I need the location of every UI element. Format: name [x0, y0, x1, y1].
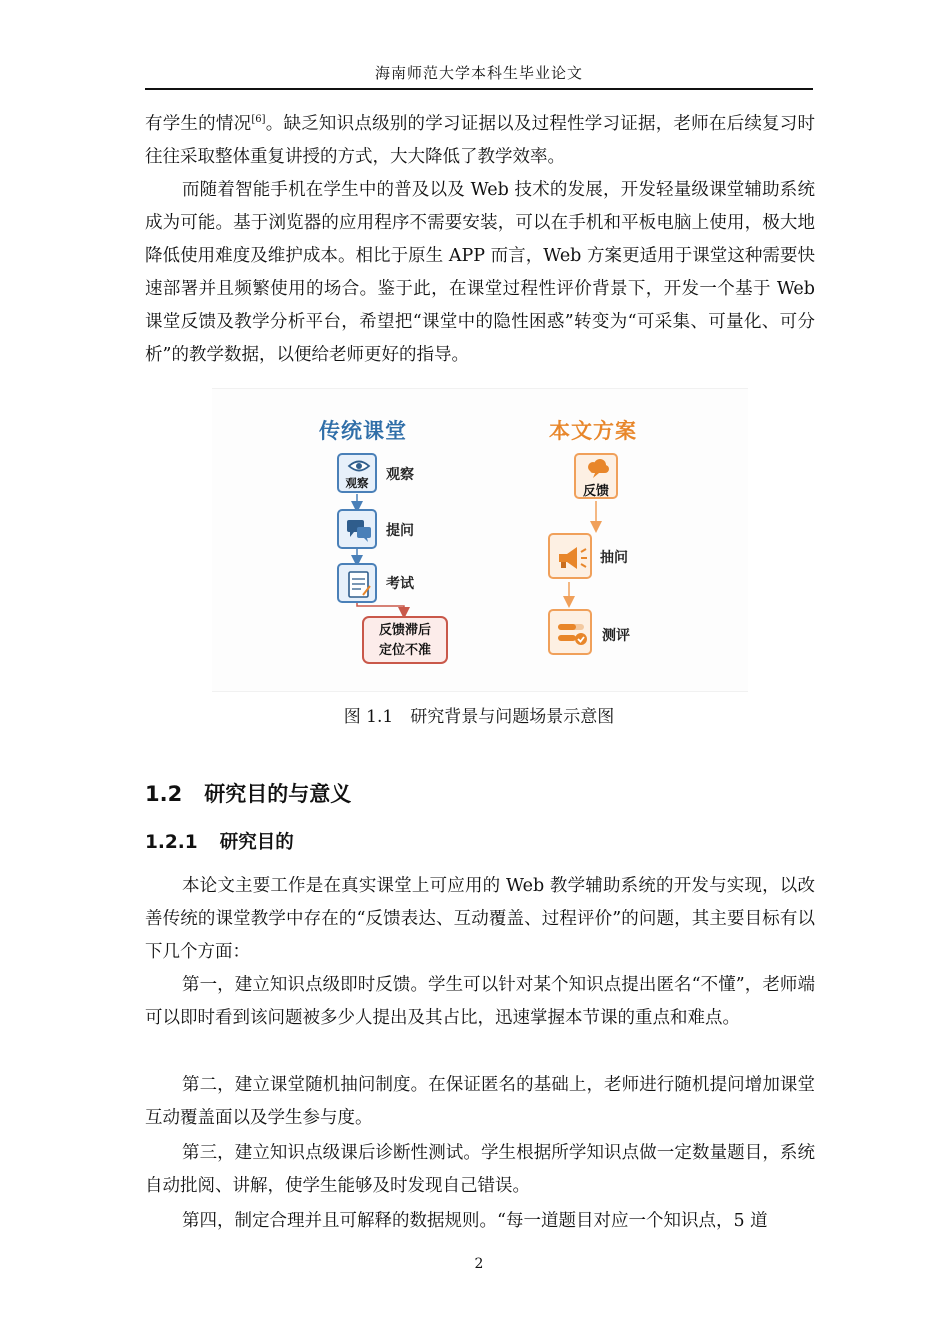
exam-node: [337, 563, 377, 603]
paragraph-1: [145, 108, 815, 174]
proposed-scheme-title: 本文方案: [549, 419, 637, 443]
traditional-classroom-title: 传统课堂: [319, 419, 407, 443]
paragraph-1-text-b: 。缺乏知识点级别的学习证据以及过程性学习证据，老师在后续复习时往往采取整体重复讲授的方式，大大降低了教学效率。: [145, 114, 816, 167]
paragraph-6: 第三，建立知识点级课后诊断性测试。学生根据所学知识点做一定数量题目，系统自动批阅、讲解，使学生能够及时发现自己错误。: [145, 1143, 815, 1196]
paragraph-7: 第四，制定合理并且可解释的数据规则。“每一道题目对应一个知识点，5 道: [182, 1211, 768, 1231]
observe-label: 观察: [386, 467, 414, 483]
random-ask-node: [548, 533, 592, 579]
figure-connectors: [212, 389, 748, 691]
assessment-node: [548, 609, 592, 655]
megaphone-icon: [550, 535, 594, 581]
problem-line-1: 反馈滞后: [378, 623, 431, 638]
paragraph-1-text-a: 有学生的情况: [145, 114, 252, 134]
observe-node: [337, 453, 377, 493]
question-label: 提问: [386, 523, 414, 539]
chat-bubbles-icon: [339, 511, 379, 551]
test-paper-icon: [339, 565, 379, 605]
figure-caption: 图 1.1 研究背景与问题场景示意图: [343, 707, 615, 727]
page-number: 2: [474, 1256, 484, 1272]
random-ask-label: 抽问: [600, 550, 628, 566]
exam-label: 考试: [386, 576, 414, 592]
page-header: 海南师范大学本科生毕业论文: [374, 64, 583, 82]
section-number: 1.2: [145, 782, 183, 806]
observe-box-label: 观察: [345, 476, 369, 490]
section-heading-1-2: [145, 778, 351, 808]
paragraph-5: 第二，建立课堂随机抽问制度。在保证匿名的基础上，老师进行随机提问增加课堂互动覆盖面以及学生参与度。: [145, 1075, 815, 1128]
subsection-number: 1.2.1: [145, 832, 198, 853]
feedback-node: [574, 453, 618, 499]
section-title: 研究目的与意义: [204, 782, 352, 806]
question-node: [337, 509, 377, 549]
header-rule: [145, 88, 813, 90]
paragraph-4: 第一，建立知识点级即时反馈。学生可以针对某个知识点提出匿名“不懂”，老师端可以即时看到该问题被多少人提出及其占比，迅速掌握本节课的重点和难点。: [145, 975, 815, 1028]
paragraph-2: 而随着智能手机在学生中的普及以及 Web 技术的发展，开发轻量级课堂辅助系统成为可能。基于浏览器的应用程序不需要安装，可以在手机和平板电脑上使用，极大地降低使用难度及维护成本。相比于原生 APP 而言，Web 方案更适用于课堂这种需要快速部署并且频繁使用的场合。鉴于此，在课堂过程性评价背景下，开发一个基于 Web 课堂反馈及教学分析平台，希望把“课堂中的隐性困惑”转变为“可采集、可量化、可分析”的教学数据，以便给老师更好的指导。: [145, 180, 815, 365]
assessment-label: 测评: [602, 628, 630, 644]
figure-1-1: [212, 388, 748, 692]
citation: [6]: [251, 114, 266, 126]
progress-check-icon: [550, 611, 594, 657]
feedback-box-label: 反馈: [582, 484, 609, 499]
subsection-heading-1-2-1: [145, 828, 294, 854]
subsection-title: 研究目的: [219, 832, 294, 853]
problem-line-2: 定位不准: [378, 643, 431, 658]
feedback-lag-box: [362, 616, 448, 664]
paragraph-3: 本论文主要工作是在真实课堂上可应用的 Web 教学辅助系统的开发与实现，以改善传统的课堂教学中存在的“反馈表达、互动覆盖、过程评价”的问题，其主要目标有以下几个方面：: [145, 876, 815, 962]
